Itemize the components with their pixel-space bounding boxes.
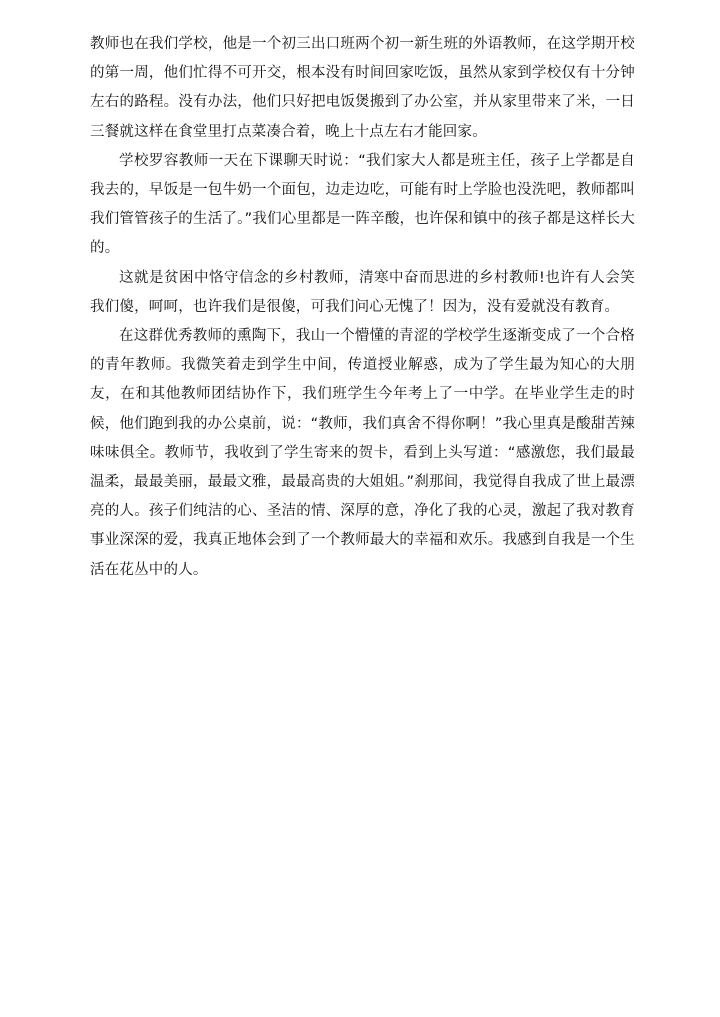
document-body [90, 30, 635, 585]
paragraph-1: 教师也在我们学校，他是一个初三出口班两个初一新生班的外语教师，在这学期开校的第一周，他们忙得不可开交，根本没有时间回家吃饭，虽然从家到学校仅有十分钟左右的路程。没有办法，他们只好把电饭煲搬到了办公室，并从家里带来了米，一日三餐就这样在食堂里打点菜凑合着，晚上十点左右才能回家。 [90, 36, 635, 140]
paragraph-3: 这就是贫困中恪守信念的乡村教师，清寒中奋而思进的乡村教师!也许有人会笑我们傻，呵呵，也许我们是很傻，可我们问心无愧了！因为，没有爱就没有教育。 [90, 269, 635, 315]
paragraph-2: 学校罗容教师一天在下课聊天时说：“我们家大人都是班主任，孩子上学都是自我去的，早饭是一包牛奶一个面包，边走边吃，可能有时上学脸也没洗吧，教师都叫我们管管孩子的生活了。”我们心里都是一阵辛酸，也许保和镇中的孩子都是这样长大的。 [90, 152, 635, 257]
paragraph-4: 在这群优秀教师的熏陶下，我山一个懵懂的青涩的学校学生逐渐变成了一个合格的青年教师。我微笑着走到学生中间，传道授业解惑，成为了学生最为知心的大朋友，在和其他教师团结协作下，我们班学生今年考上了一中学。在毕业学生走的时候，他们跑到我的办公桌前，说：“教师，我们真舍不得你啊！”我心里真是酸甜苦辣味味俱全。教师节，我收到了学生寄来的贺卡，看到上头写道：“感激您，我们最最温柔，最最美丽，最最文雅，最最高贵的大姐姐。”刹那间，我觉得自我成了世上最漂亮的人。孩子们纯洁的心、圣洁的情、深厚的意，净化了我的心灵，激起了我对教育事业深深的爱，我真正地体会到了一个教师最大的幸福和欢乐。我感到自我是一个生活在花丛中的人。 [90, 328, 635, 578]
